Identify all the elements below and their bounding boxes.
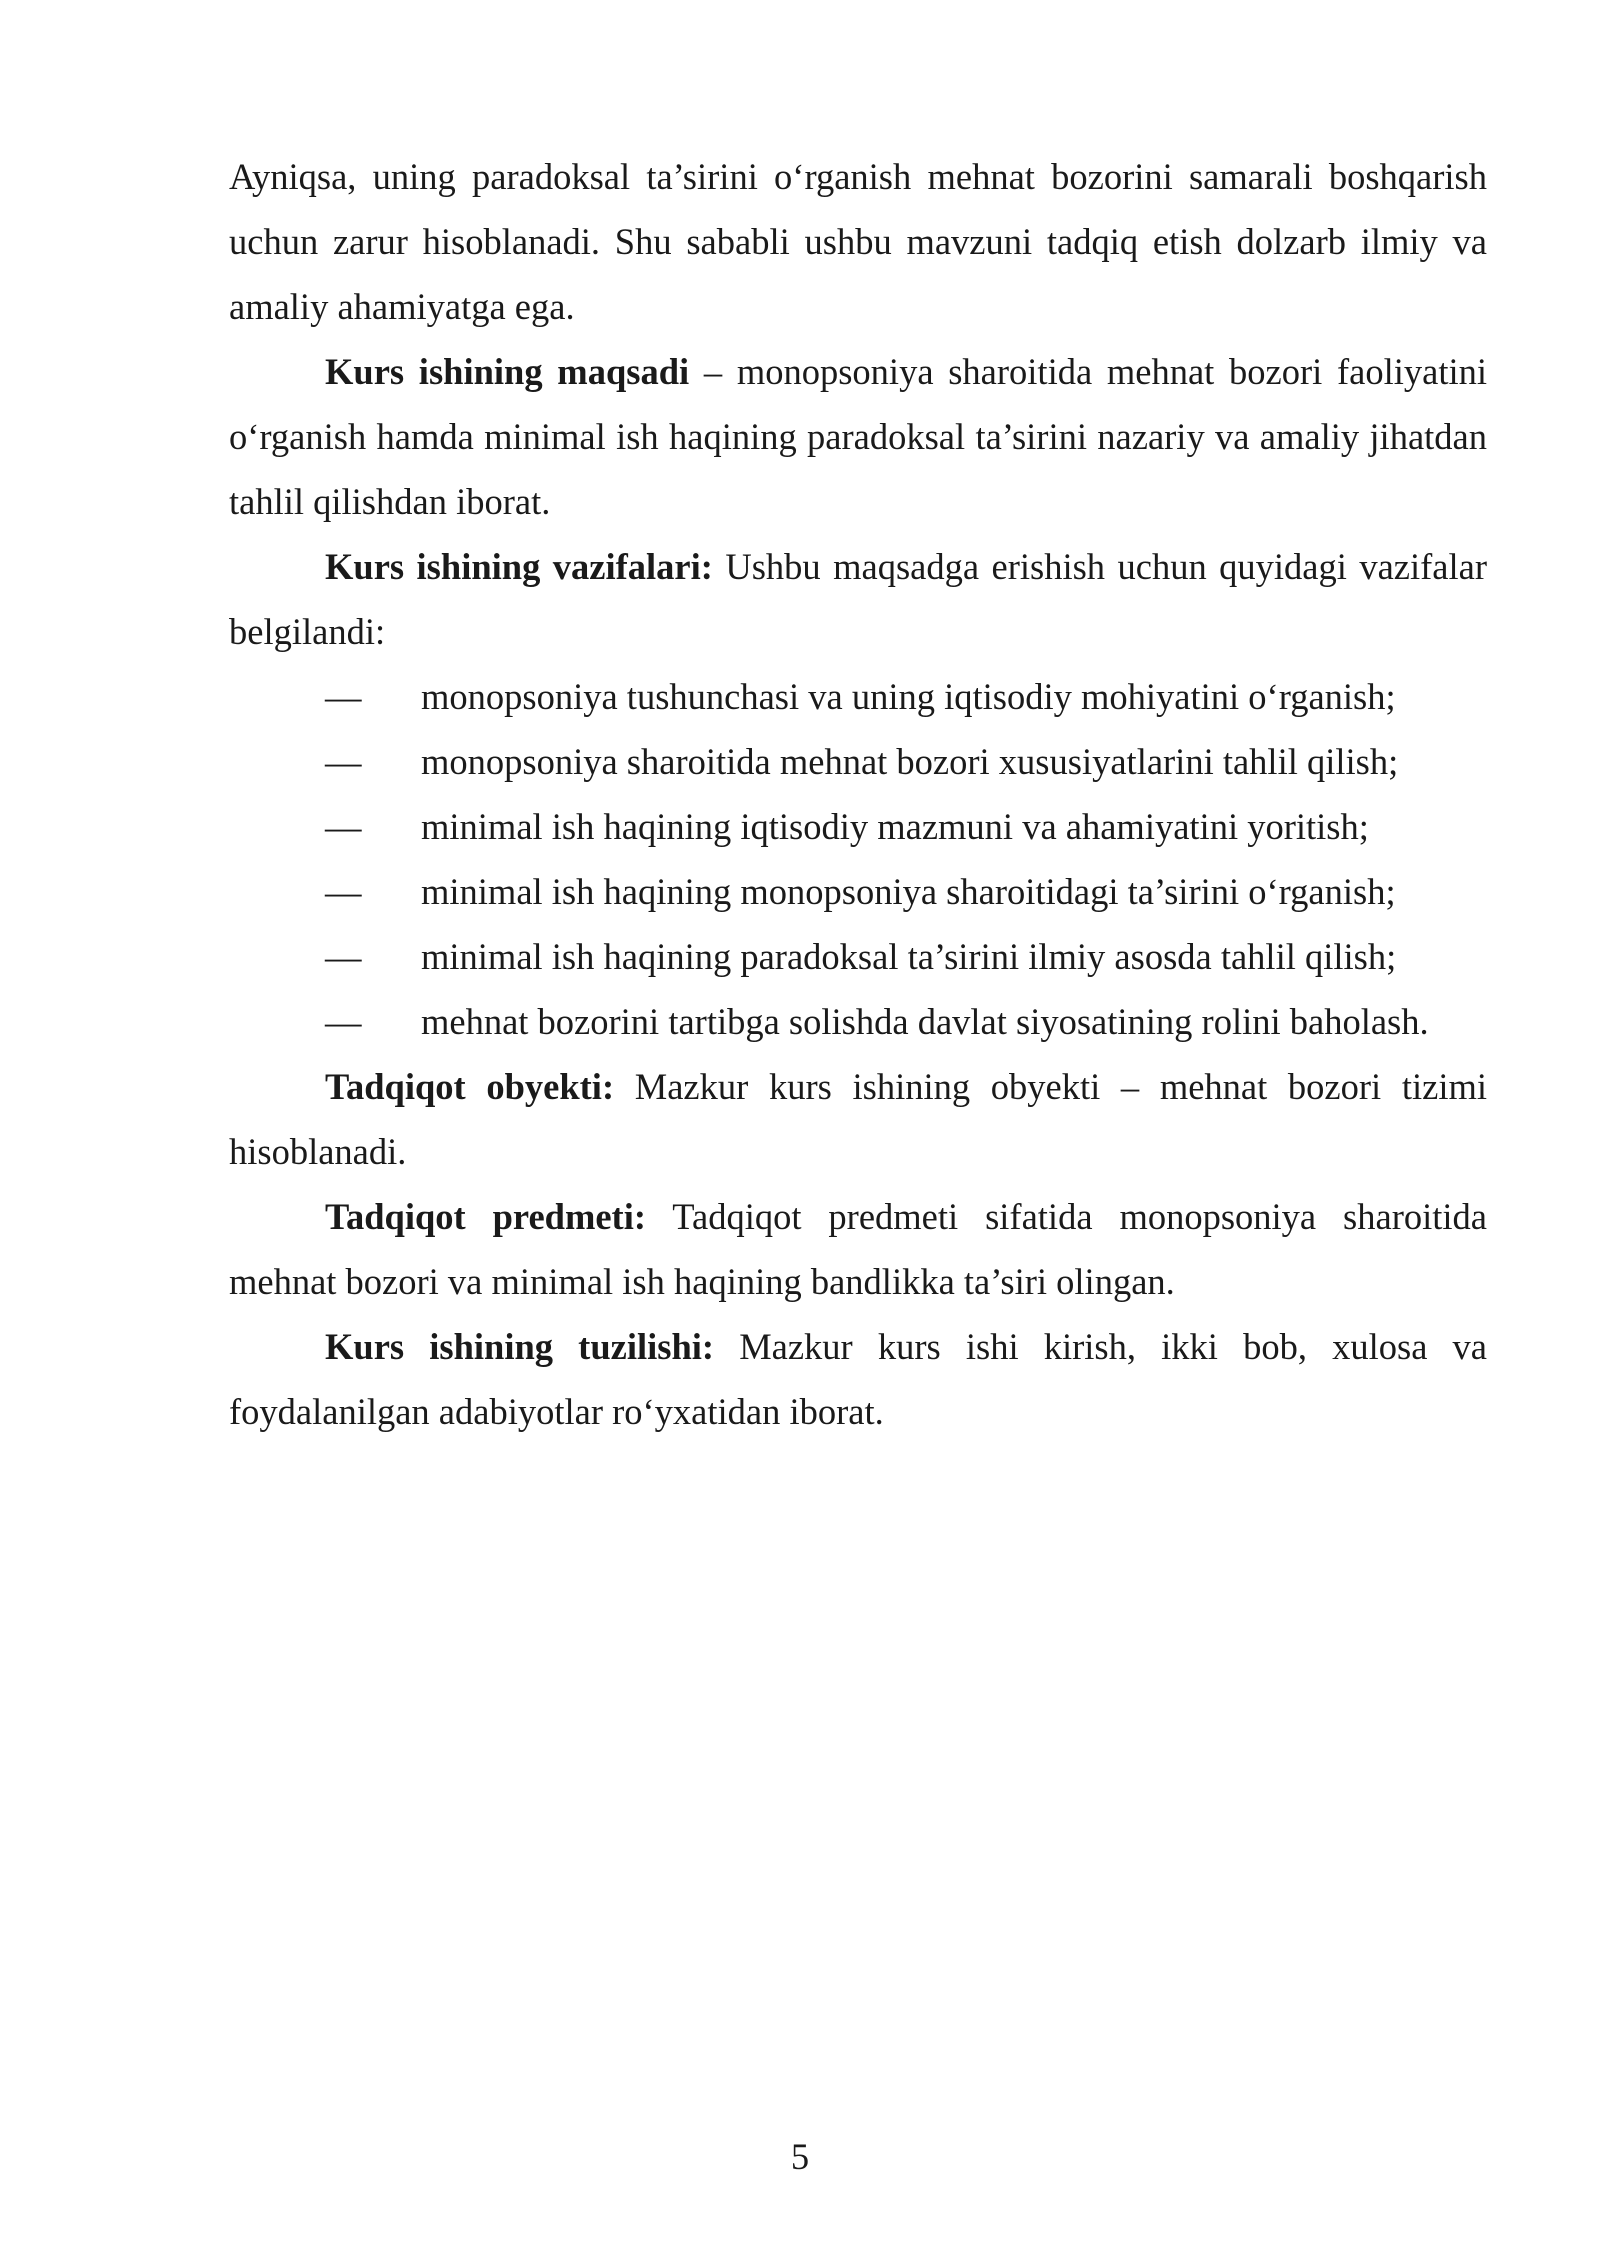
list-item [229, 664, 1487, 729]
structure-heading: Kurs ishining tuzilishi: [325, 1326, 715, 1367]
list-item [229, 859, 1487, 924]
list-item-text: minimal ish haqining paradoksal ta’sirini ilmiy asosda tahlil qilish; [421, 936, 1397, 977]
intro-text: Ayniqsa, uning paradoksal ta’sirini o‘rganish mehnat bozorini samarali boshqarish uchun zarur hisoblanadi. Shu sababli ushbu mavzuni tadqiq etish dolzarb ilmiy va amaliy ahamiyatga ega. [229, 156, 1487, 327]
page-body [229, 144, 1487, 1444]
intro-paragraph [229, 144, 1487, 339]
object-text: Mazkur kurs ishining obyekti – mehnat bozori tizimi hisoblanadi. [229, 1066, 1487, 1172]
dash-marker: — [325, 936, 362, 977]
dash-marker: — [325, 871, 362, 912]
page-number: 5 [790, 2136, 810, 2177]
list-item [229, 794, 1487, 859]
dash-marker: — [325, 806, 362, 847]
tasks-heading: Kurs ishining vazifalari: [325, 546, 713, 587]
tasks-text: Ushbu maqsadga erishish uchun quyidagi vazifalar belgilandi: [229, 546, 1487, 652]
list-item [229, 924, 1487, 989]
subject-text: Tadqiqot predmeti sifatida monopsoniya sharoitida mehnat bozori va minimal ish haqining bandlikka ta’siri olingan. [229, 1196, 1487, 1302]
tasks-paragraph [229, 534, 1487, 664]
list-item-text: mehnat bozorini tartibga solishda davlat siyosatining rolini baholash. [421, 1001, 1429, 1042]
object-heading: Tadqiqot obyekti: [325, 1066, 615, 1107]
dash-marker: — [325, 741, 362, 782]
structure-text: Mazkur kurs ishi kirish, ikki bob, xulosa va foydalanilgan adabiyotlar ro‘yxatidan iborat. [229, 1326, 1487, 1432]
list-item-text: minimal ish haqining iqtisodiy mazmuni va ahamiyatini yoritish; [421, 806, 1369, 847]
dash-marker: — [325, 676, 362, 717]
dash-marker: — [325, 1001, 362, 1042]
list-item [229, 989, 1487, 1054]
goal-text: – monopsoniya sharoitida mehnat bozori faoliyatini o‘rganish hamda minimal ish haqining paradoksal ta’sirini nazariy va amaliy jihatdan tahlil qilishdan iborat. [229, 351, 1487, 522]
goal-heading: Kurs ishining maqsadi [325, 351, 690, 392]
tasks-list [229, 664, 1487, 1054]
list-item-text: minimal ish haqining monopsoniya sharoitidagi ta’sirini o‘rganish; [421, 871, 1396, 912]
list-item [229, 729, 1487, 794]
subject-paragraph [229, 1184, 1487, 1314]
list-item-text: monopsoniya tushunchasi va uning iqtisodiy mohiyatini o‘rganish; [421, 676, 1396, 717]
list-item-text: monopsoniya sharoitida mehnat bozori xususiyatlarini tahlil qilish; [421, 741, 1399, 782]
subject-heading: Tadqiqot predmeti: [325, 1196, 647, 1237]
structure-paragraph [229, 1314, 1487, 1444]
goal-paragraph [229, 339, 1487, 534]
object-paragraph [229, 1054, 1487, 1184]
